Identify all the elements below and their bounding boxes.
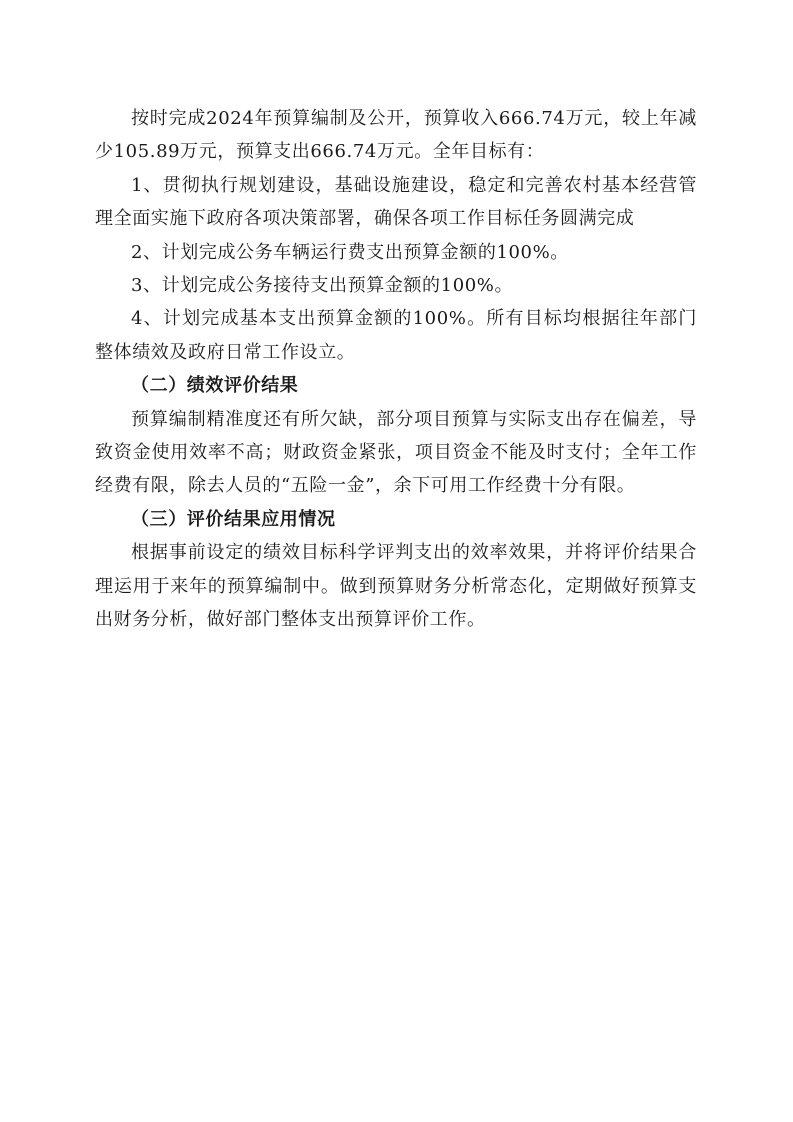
section-heading-evaluation-results: （二）绩效评价结果 xyxy=(131,375,299,397)
paragraph-results-application: 根据事前设定的绩效目标科学评判支出的效率效果，并将评价结果合理运用于来年的预算编制中。做到预算财务分析常态化，定期做好预算支出财务分析，做好部门整体支出预算评价工作。 xyxy=(95,542,697,631)
document-page xyxy=(95,102,697,637)
section-heading-results-application: （三）评价结果应用情况 xyxy=(131,508,336,530)
paragraph-budget-summary: 按时完成2024年预算编制及公开，预算收入666.74万元，较上年减少105.89万元，预算支出666.74万元。全年目标有： xyxy=(95,108,697,163)
paragraph-goal-2: 2、计划完成公务车辆运行费支出预算金额的100%。 xyxy=(131,241,569,263)
paragraph-goal-1: 1、贯彻执行规划建设，基础设施建设，稳定和完善农村基本经营管理全面实施下政府各项决策部署，确保各项工作目标任务圆满完成 xyxy=(95,174,697,230)
paragraph-goal-3: 3、计划完成公务接待支出预算金额的100%。 xyxy=(131,275,514,297)
paragraph-goal-4: 4、计划完成基本支出预算金额的100%。所有目标均根据往年部门整体绩效及政府日常工作设立。 xyxy=(95,308,697,363)
paragraph-evaluation-results: 预算编制精准度还有所欠缺，部分项目预算与实际支出存在偏差，导致资金使用效率不高；财政资金紧张，项目资金不能及时支付；全年工作经费有限，除去人员的“五险一金”，余下可用工作经费十分有限。 xyxy=(95,408,697,497)
